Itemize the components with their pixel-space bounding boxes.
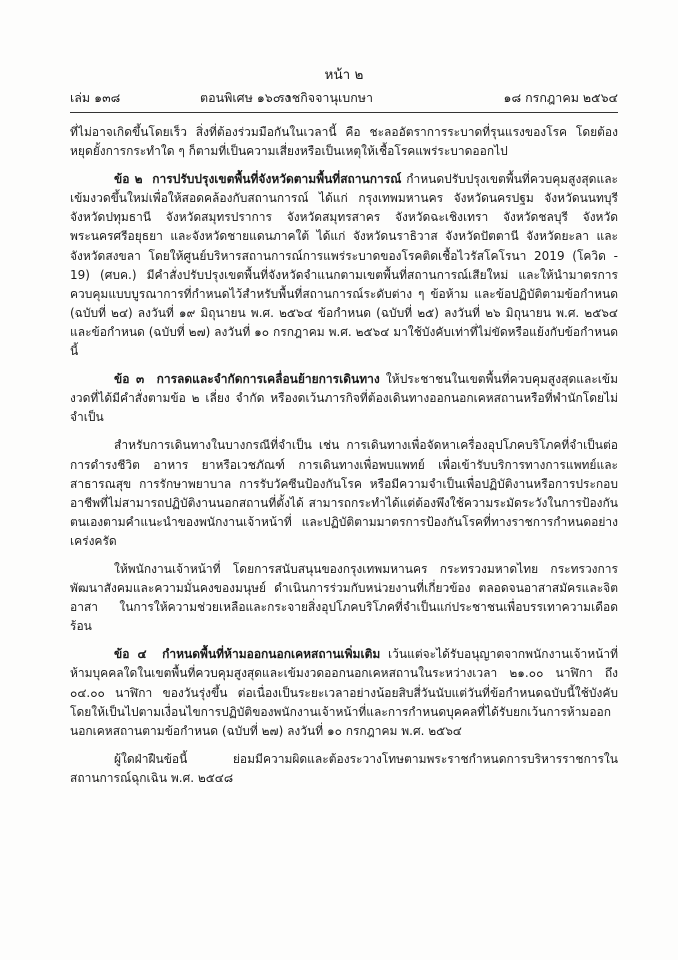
- clause-3-assistance: [70, 560, 618, 636]
- clause-number: ข้อ ๓: [114, 372, 145, 387]
- page-header: [70, 66, 618, 120]
- paragraph-text: ให้พนักงานเจ้าหน้าที่ โดยการสนับสนุนของกรุงเทพมหานคร กระทรวงมหาดไทย กระทรวงการพัฒนาสังคมและความมั่นคงของมนุษย์ ดำเนินการร่วมกับหน่วยงานที่เกี่ยวข้อง ตลอดจนอาสาสมัครและจิตอาสา ในการให้ความช่วยเหลือและกระจายสิ่งอุปโภคบริโภคที่จำเป็นแก่ประชาชนเพื่อบรรเทาความเดือดร้อน: [70, 561, 618, 634]
- clause-number: ข้อ ๒: [114, 172, 143, 187]
- clause-heading: กำหนดพื้นที่ห้ามออกนอกเคหสถานเพิ่มเติม: [162, 647, 381, 662]
- clause-4: [70, 645, 618, 740]
- paragraph-text: ผู้ใดฝ่าฝืนข้อนี้ ย่อมมีความผิดและต้องระวางโทษตามพระราชกำหนดการบริหารราชการในสถานการณ์ฉุกเฉิน พ.ศ. ๒๕๔๘: [70, 751, 618, 785]
- clause-heading: การลดและจำกัดการเคลื่อนย้ายการเดินทาง: [156, 372, 380, 387]
- clause-text: กำหนดปรับปรุงเขตพื้นที่ควบคุมสูงสุดและเข้มงวดขึ้นใหม่เพื่อให้สอดคล้องกับสถานการณ์ ได้แก่ กรุงเทพมหานคร จังหวัดนครปฐม จังหวัดนนทบุรี จังหวัดปทุมธานี จังหวัดสมุทรปราการ จังหวัดสมุทรสาคร จังหวัดฉะเชิงเทรา จังหวัดชลบุรี จังหวัดพระนครศรีอยุธยา และจังหวัดชายแดนภาคใต้ ได้แก่ จังหวัดนราธิวาส จังหวัดปัตตานี จังหวัดยะลา และจังหวัดสงขลา โดยให้ศูนย์บริหารสถานการณ์การแพร่ระบาดของโรคติดเชื้อไวรัสโคโรนา 2019 (โควิด - 19) (ศบค.) มีคำสั่งปรับปรุงเขตพื้นที่จังหวัดจำแนกตามเขตพื้นที่สถานการณ์เสียใหม่ และให้นำมาตรการควบคุมแบบบูรณาการที่กำหนดไว้สำหรับพื้นที่สถานการณ์ระดับต่าง ๆ ข้อห้าม และข้อปฏิบัติตามข้อกำหนด (ฉบับที่ ๒๔) ลงวันที่ ๑๙ มิถุนายน พ.ศ. ๒๕๖๔ ข้อกำหนด (ฉบับที่ ๒๕) ลงวันที่ ๒๖ มิถุนายน พ.ศ. ๒๕๖๔ และข้อกำหนด (ฉบับที่ ๒๗) ลงวันที่ ๑๐ กรกฎาคม พ.ศ. ๒๕๖๔ มาใช้บังคับเท่าที่ไม่ขัดหรือแย้งกับข้อกำหนดนี้: [70, 172, 618, 359]
- issue-label: ตอนพิเศษ ๑๖๐ ง: [200, 90, 291, 105]
- header-row: [70, 89, 618, 107]
- clause-number: ข้อ ๔: [114, 647, 147, 662]
- clause-3: [70, 370, 618, 427]
- gazette-name: ราชกิจจานุเบกษา: [278, 90, 374, 105]
- volume-label: เล่ม ๑๓๘: [70, 90, 121, 105]
- clause-heading: การปรับปรุงเขตพื้นที่จังหวัดตามพื้นที่สถานการณ์: [152, 172, 402, 187]
- page-number: หน้า ๒: [324, 67, 364, 83]
- header-divider: [70, 112, 618, 113]
- paragraph-continuation: [70, 123, 618, 161]
- clause-3-travel-exceptions: [70, 436, 618, 551]
- clause-4-penalty: [70, 750, 618, 788]
- clause-text: ให้ประชาชนในเขตพื้นที่ควบคุมสูงสุดและเข้มงวดที่ได้มีคำสั่งตามข้อ ๒ เลี่ยง จำกัด หรืองดเว้นภารกิจที่ต้องเดินทางออกนอกเคหสถานหรือที่พำนักโดยไม่จำเป็น: [70, 372, 618, 425]
- paragraph-text: ที่ไม่อาจเกิดขึ้นโดยเร็ว สิ่งที่ต้องร่วมมือกันในเวลานี้ คือ ชะลออัตราการระบาดที่รุนแรงของโรค โดยต้องหยุดยั้งการกระทำใด ๆ ก็ตามที่เป็นความเสี่ยงหรือเป็นเหตุให้เชื้อโรคแพร่ระบาดออกไป: [70, 125, 618, 159]
- paragraph-text: สำหรับการเดินทางในบางกรณีที่จำเป็น เช่น การเดินทางเพื่อจัดหาเครื่องอุปโภคบริโภคที่จำเป็นต่อการดำรงชีวิต อาหาร ยาหรือเวชภัณฑ์ การเดินทางเพื่อพบแพทย์ เพื่อเข้ารับบริการทางการแพทย์และสาธารณสุข การรักษาพยาบาล การรับวัคซีนป้องกันโรค หรือมีความจำเป็นเพื่อปฏิบัติงานหรือการประกอบอาชีพที่ไม่สามารถปฏิบัติงานนอกสถานที่ตั้งได้ สามารถกระทำได้แต่ต้องพึงใช้ความระมัดระวังในการป้องกันตนเองตามคำแนะนำของพนักงานเจ้าหน้าที่ และปฏิบัติตามมาตรการป้องกันโรคที่ทางราชการกำหนดอย่างเคร่งครัด: [70, 438, 618, 548]
- document-body: [70, 123, 618, 797]
- clause-text: เว้นแต่จะได้รับอนุญาตจากพนักงานเจ้าหน้าที่ ห้ามบุคคลใดในเขตพื้นที่ควบคุมสูงสุดและเข้มงวดออกนอกเคหสถานในระหว่างเวลา ๒๑.๐๐ นาฬิกา ถึง ๐๔.๐๐ นาฬิกา ของวันรุ่งขึ้น ต่อเนื่องเป็นระยะเวลาอย่างน้อยสิบสี่วันนับแต่วันที่ข้อกำหนดฉบับนี้ใช้บังคับ โดยให้เป็นไปตามเงื่อนไขการปฏิบัติของพนักงานเจ้าหน้าที่และการกำหนดบุคคลที่ได้รับยกเว้นการห้ามออกนอกเคหสถานตามข้อกำหนด (ฉบับที่ ๒๗) ลงวันที่ ๑๐ กรกฎาคม พ.ศ. ๒๕๖๔: [70, 647, 618, 738]
- clause-2: [70, 170, 618, 361]
- publication-date: ๑๘ กรกฎาคม ๒๕๖๔: [503, 90, 618, 105]
